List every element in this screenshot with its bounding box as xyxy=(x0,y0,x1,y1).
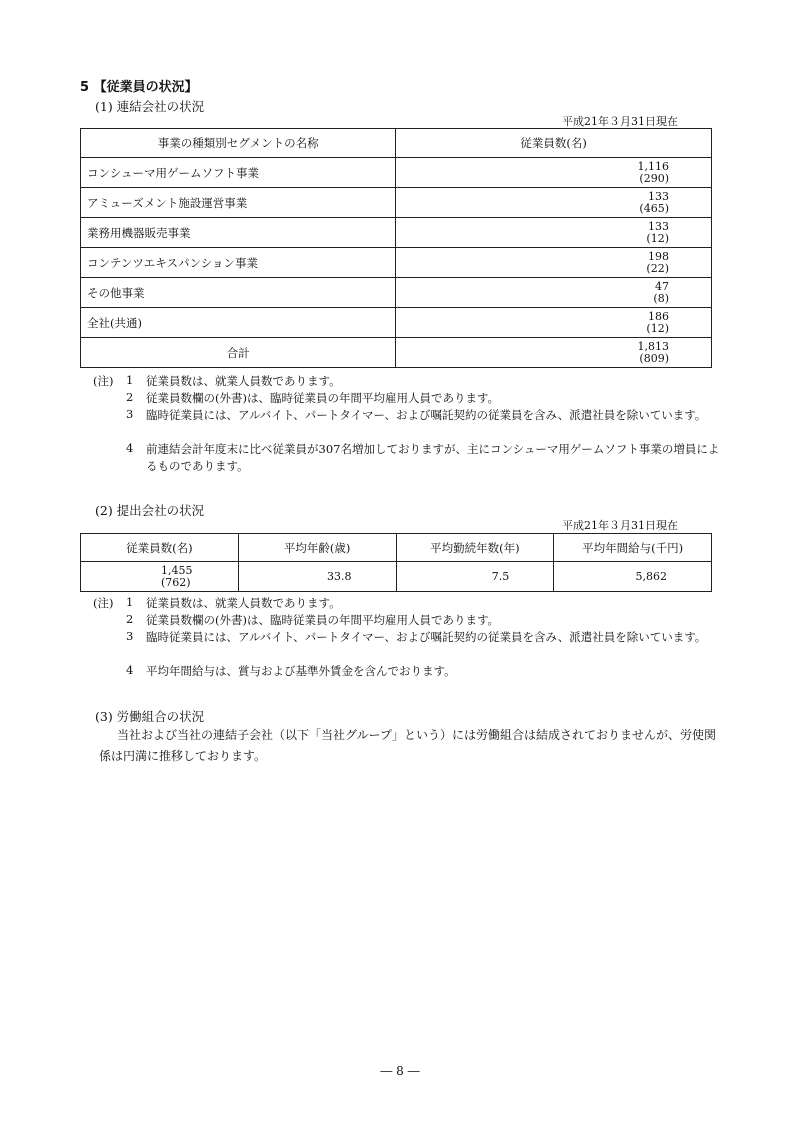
note-number: 1 xyxy=(126,373,134,387)
table-row xyxy=(81,248,712,278)
table-row xyxy=(81,188,712,218)
section-heading: 5 【従業員の状況】 xyxy=(80,80,198,95)
col-count-header: 従業員数(名) xyxy=(396,129,712,158)
table-row xyxy=(81,218,712,248)
note-text: 臨時従業員には、アルバイト、パートタイマー、および嘱託契約の従業員を含み、派遣社員を除いています。 xyxy=(146,630,707,644)
sub1-asof: 平成21年３月31日現在 xyxy=(562,115,678,128)
sub3-heading: (3) 労働組合の状況 xyxy=(95,709,205,724)
note-number: 4 xyxy=(126,441,134,455)
employee-count-cell xyxy=(396,218,712,248)
note-text: 従業員数欄の(外書)は、臨時従業員の年間平均雇用人員であります。 xyxy=(146,391,500,405)
note-text: 前連結会計年度末に比べ従業員が307名増加しておりますが、主にコンシューマ用ゲームソフト事業の増員によるものであります。 xyxy=(146,442,720,473)
note-number: 3 xyxy=(126,407,134,421)
note-text: 従業員数欄の(外書)は、臨時従業員の年間平均雇用人員であります。 xyxy=(146,613,500,627)
segment-name: コンシューマ用ゲームソフト事業 xyxy=(81,158,396,188)
note-text: 平均年間給与は、賞与および基準外賃金を含んでおります。 xyxy=(146,664,456,678)
temp-count: (8) xyxy=(653,291,669,305)
employee-count: 1,116 xyxy=(637,159,669,173)
employee-count-cell xyxy=(396,158,712,188)
segment-name: アミューズメント施設運営事業 xyxy=(81,188,396,218)
total-label: 合計 xyxy=(81,338,396,368)
total-count-cell xyxy=(396,338,712,368)
avg-salary: 5,862 xyxy=(554,562,712,592)
page-number: ― 8 ― xyxy=(380,1064,420,1078)
sub1-heading: (1) 連結会社の状況 xyxy=(95,99,205,114)
employee-count-cell xyxy=(396,308,712,338)
employee-count-cell xyxy=(396,278,712,308)
employee-count-cell xyxy=(396,188,712,218)
table-row xyxy=(81,562,712,592)
note-text: 従業員数は、就業人員数であります。 xyxy=(146,596,341,610)
note-number: 1 xyxy=(126,595,134,609)
temp-count: (12) xyxy=(646,321,669,335)
segment-name: 全社(共通) xyxy=(81,308,396,338)
consolidated-employee-table xyxy=(80,128,712,368)
note-text: 臨時従業員には、アルバイト、パートタイマー、および嘱託契約の従業員を含み、派遣社員を除いています。 xyxy=(146,408,707,422)
employees-cell xyxy=(81,562,239,592)
col-avg-salary-header: 平均年間給与(千円) xyxy=(554,534,712,562)
col-employees-header: 従業員数(名) xyxy=(81,534,239,562)
sub2-heading: (2) 提出会社の状況 xyxy=(95,503,205,518)
note-number: 4 xyxy=(126,663,134,677)
employee-count: 186 xyxy=(648,309,669,323)
employee-count: 198 xyxy=(648,249,669,263)
col-avg-age-header: 平均年齢(歳) xyxy=(238,534,396,562)
segment-name: その他事業 xyxy=(81,278,396,308)
col-avg-years-header: 平均勤続年数(年) xyxy=(396,534,554,562)
total-temp-count: (809) xyxy=(639,351,669,365)
notes-label: (注) xyxy=(93,374,114,388)
note-number: 2 xyxy=(126,390,134,404)
employee-count-cell xyxy=(396,248,712,278)
table-total-row xyxy=(81,338,712,368)
col-segment-header: 事業の種類別セグメントの名称 xyxy=(81,129,396,158)
segment-name: 業務用機器販売事業 xyxy=(81,218,396,248)
total-count: 1,813 xyxy=(637,339,669,353)
employee-count: 1,455 xyxy=(161,563,193,577)
table-row xyxy=(81,158,712,188)
note-text: 従業員数は、就業人員数であります。 xyxy=(146,374,341,388)
parent-company-employee-table xyxy=(80,533,712,592)
employee-count: 133 xyxy=(648,219,669,233)
table-header-row xyxy=(81,534,712,562)
sub2-asof: 平成21年３月31日現在 xyxy=(562,519,678,532)
note-number: 2 xyxy=(126,612,134,626)
temp-count: (465) xyxy=(639,201,669,215)
temp-count: (22) xyxy=(646,261,669,275)
temp-count: (12) xyxy=(646,231,669,245)
avg-years: 7.5 xyxy=(396,562,554,592)
sub3-body: 当社および当社の連結子会社（以下「当社グループ」という）には労働組合は結成されておりませんが、労使関係は円満に推移しております。 xyxy=(99,728,717,763)
table-row xyxy=(81,278,712,308)
notes-label: (注) xyxy=(93,596,114,610)
avg-age: 33.8 xyxy=(238,562,396,592)
table-row xyxy=(81,308,712,338)
segment-name: コンテンツエキスパンション事業 xyxy=(81,248,396,278)
temp-count: (762) xyxy=(161,575,191,589)
table-header-row xyxy=(81,129,712,158)
note-number: 3 xyxy=(126,629,134,643)
employee-count: 47 xyxy=(655,279,669,293)
employee-count: 133 xyxy=(648,189,669,203)
temp-count: (290) xyxy=(639,171,669,185)
